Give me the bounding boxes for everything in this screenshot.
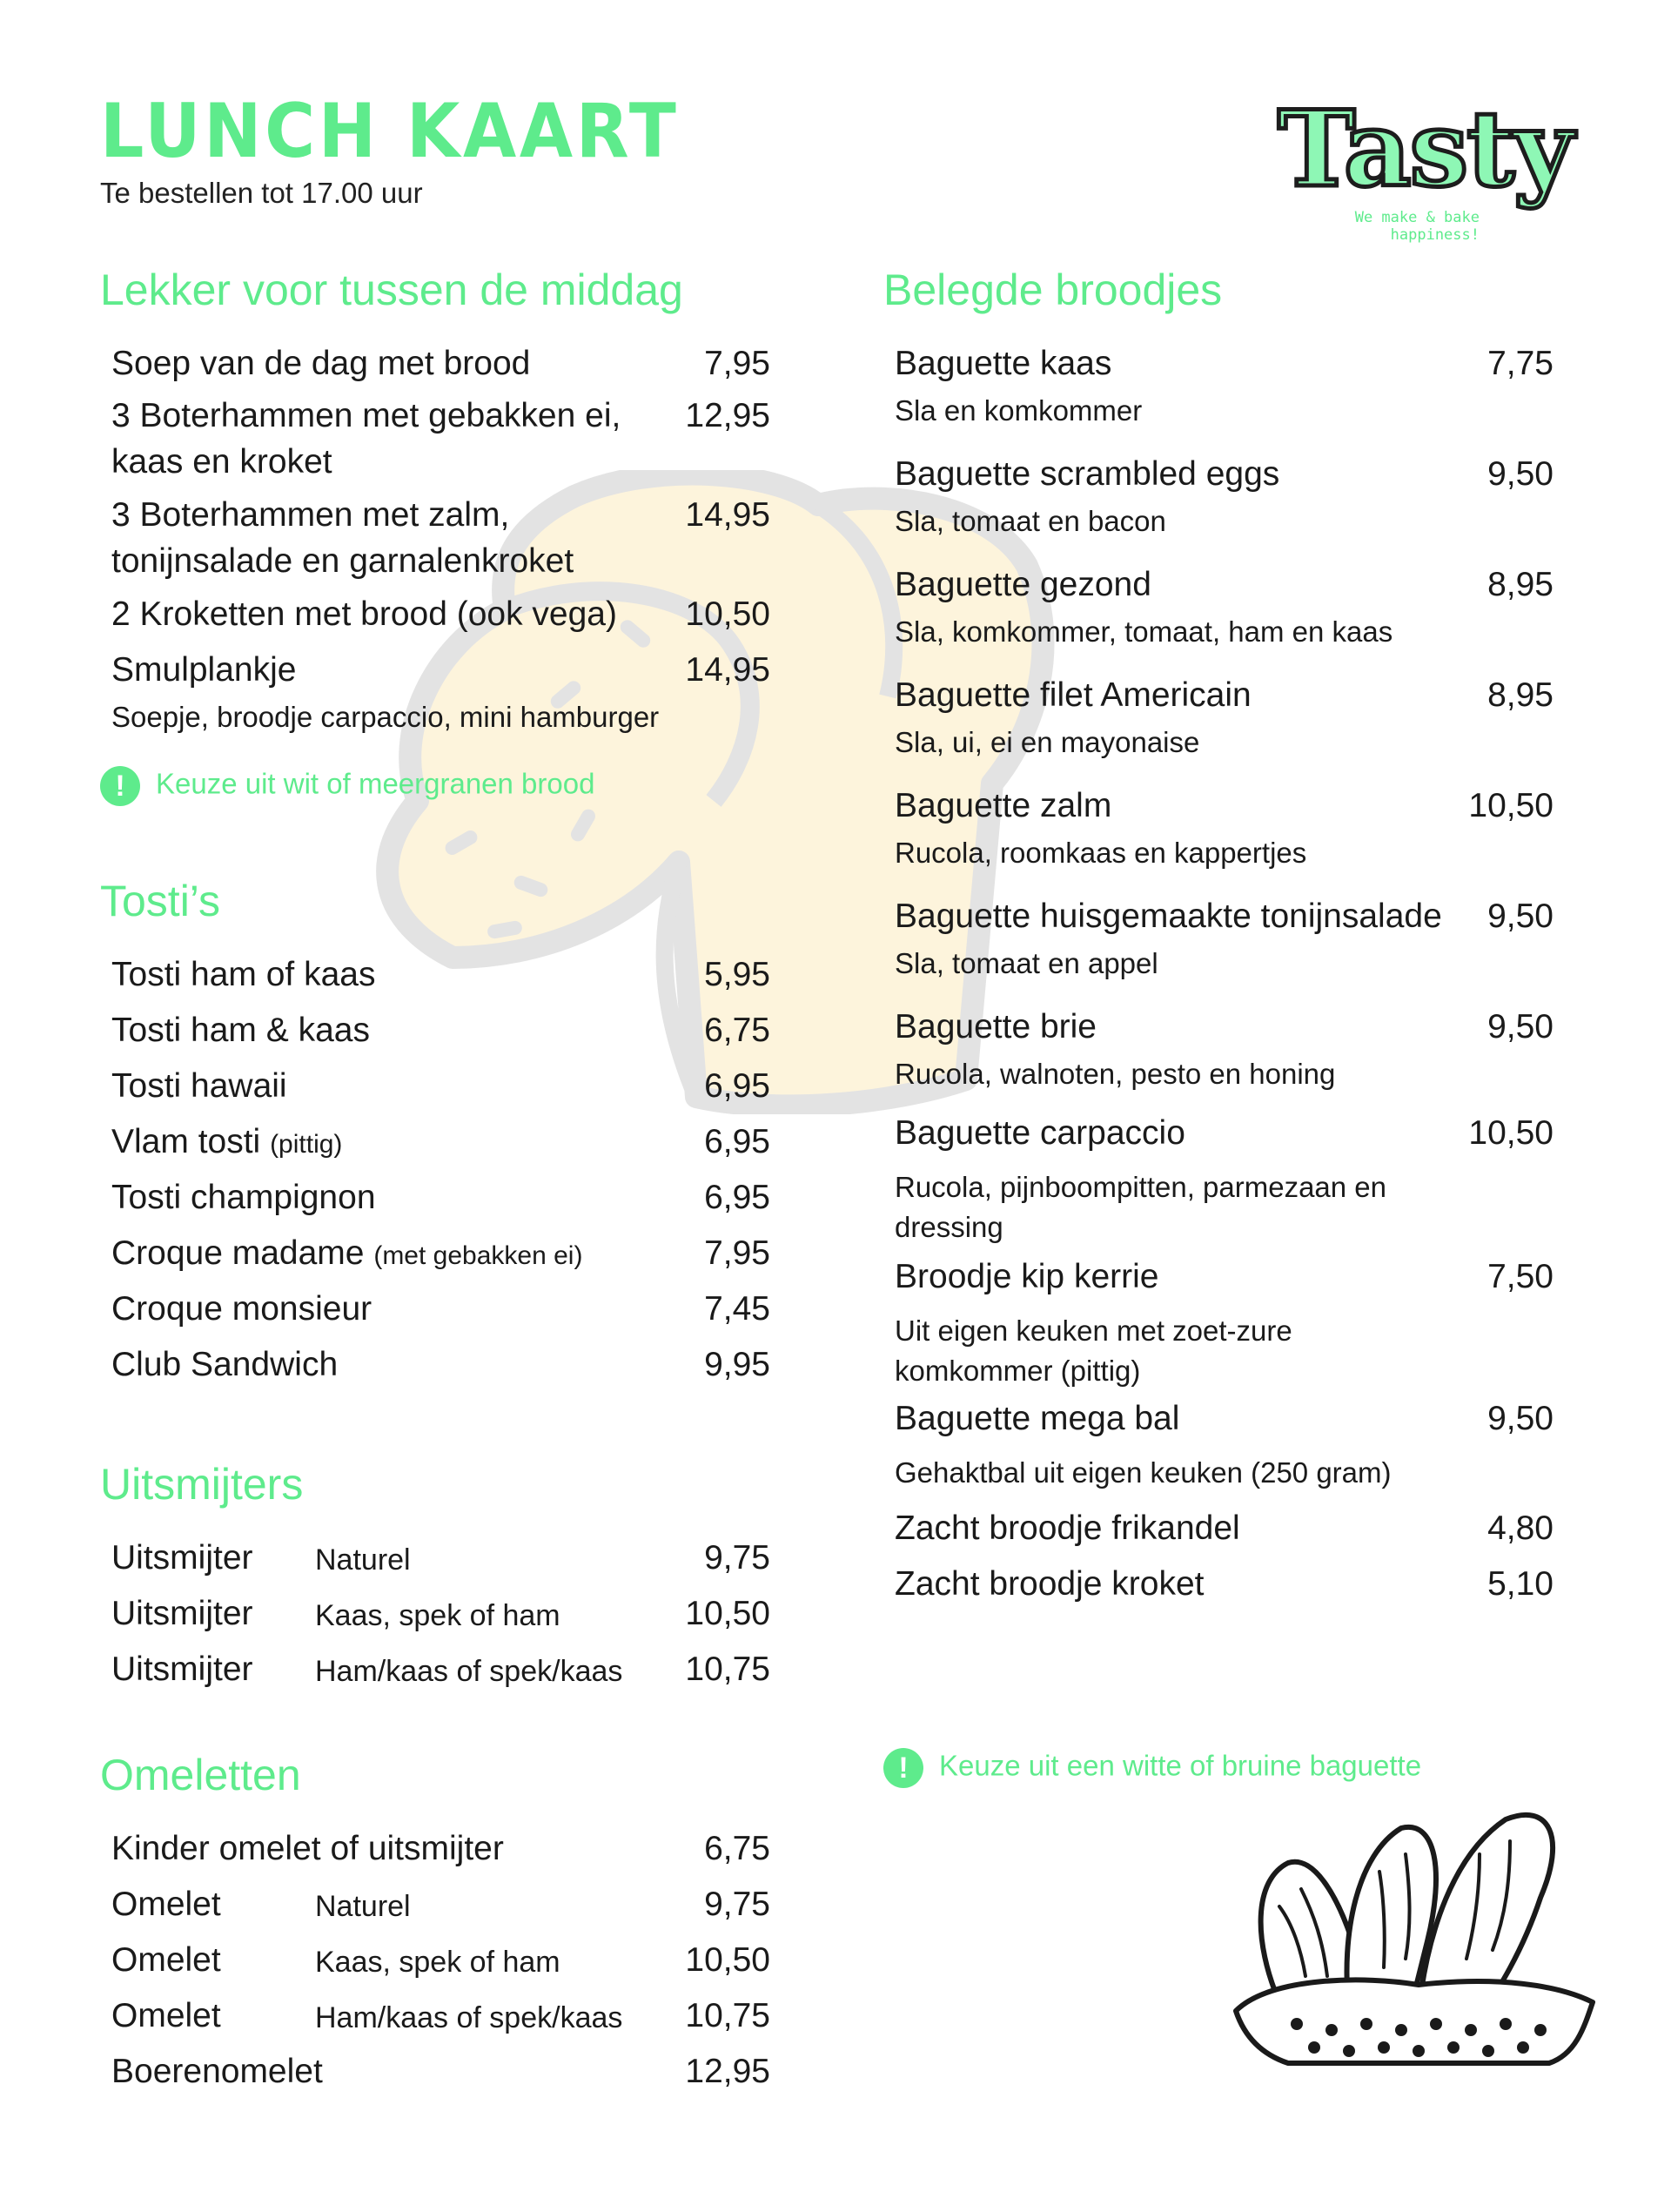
menu-item <box>895 1111 1554 1247</box>
section-title: Lekker voor tussen de middag <box>100 266 683 314</box>
item-price: 10,75 <box>685 1997 770 2034</box>
item-description: Sla en komkommer <box>895 393 1143 427</box>
item-price: 10,50 <box>685 1595 770 1632</box>
item-name: 3 Boterhammen met zalm, tonijnsalade en garnalenkroket <box>111 496 574 580</box>
item-name: Baguette scrambled eggs <box>895 455 1280 493</box>
item-name: 3 Boterhammen met gebakken ei, kaas en kroket <box>111 397 621 481</box>
item-description: Rucola, walnoten, pesto en honing <box>895 1057 1336 1090</box>
menu-item <box>111 1342 770 1388</box>
baguette-choice-tip <box>883 1748 1421 1788</box>
menu-item <box>111 1993 770 2040</box>
item-description: Sla, ui, ei en mayonaise <box>895 725 1200 758</box>
menu-item <box>111 1826 770 1872</box>
menu-item <box>111 1175 770 1221</box>
menu-item <box>111 1938 770 1984</box>
section-omeletten <box>100 1751 770 2090</box>
item-price: 9,50 <box>1487 1008 1554 1045</box>
section-belegde-broodjes <box>883 266 1554 1785</box>
section-lekker <box>100 266 770 803</box>
item-description: Sla, tomaat en bacon <box>895 504 1166 537</box>
item-description: Sla, komkommer, tomaat, ham en kaas <box>895 615 1393 648</box>
menu-item <box>895 1562 1554 1608</box>
item-option: Kaas, spek of ham <box>315 1946 560 1979</box>
menu-item <box>111 2049 770 2095</box>
menu-item <box>111 1591 770 1637</box>
item-option: Ham/kaas of spek/kaas <box>315 2001 623 2034</box>
item-name: Kinder omelet of uitsmijter <box>111 1830 504 1867</box>
page-title: LUNCH KAART <box>100 88 680 175</box>
item-price: 10,50 <box>1468 787 1554 824</box>
menu-item <box>895 562 1554 652</box>
menu-item <box>111 393 770 485</box>
logo-tagline: We make & bake happiness! <box>1354 209 1480 244</box>
item-price: 9,75 <box>704 1886 770 1923</box>
item-name: Baguette gezond <box>895 566 1151 603</box>
item-price: 7,95 <box>704 1234 770 1272</box>
menu-item <box>111 1119 770 1166</box>
item-price: 9,50 <box>1487 898 1554 935</box>
item-description: Uit eigen keuken met zoet-zure komkommer (pittig) <box>895 1314 1292 1387</box>
item-option: Naturel <box>315 1890 411 1923</box>
item-name: Baguette mega bal <box>895 1400 1180 1437</box>
item-name: Tosti champignon <box>111 1179 376 1216</box>
exclamation-badge-icon: ! <box>883 1748 923 1788</box>
exclamation-badge-icon: ! <box>100 766 140 806</box>
menu-item <box>111 592 770 638</box>
item-price: 6,95 <box>704 1179 770 1216</box>
bread-basket-icon <box>1218 1802 1601 2107</box>
item-description: Soepje, broodje carpaccio, mini hamburger <box>111 700 660 733</box>
menu-item <box>895 894 1554 984</box>
item-name: Croque monsieur <box>111 1290 372 1328</box>
item-price: 10,75 <box>685 1651 770 1688</box>
tasty-logo <box>1262 88 1573 244</box>
menu-item <box>895 1254 1554 1391</box>
item-option: Ham/kaas of spek/kaas <box>315 1655 623 1688</box>
item-name: Baguette huisgemaakte tonijnsalade <box>895 898 1442 935</box>
item-description: Rucola, roomkaas en kappertjes <box>895 836 1307 869</box>
item-name: Club Sandwich <box>111 1346 339 1383</box>
section-title: Omeletten <box>100 1751 301 1799</box>
menu-item <box>111 1231 770 1277</box>
item-note: (met gebakken ei) <box>373 1241 583 1270</box>
menu-item <box>895 673 1554 763</box>
item-name: Uitsmijter <box>111 1651 253 1688</box>
item-name: Tosti ham & kaas <box>111 1012 370 1049</box>
item-name: Omelet <box>111 1886 221 1923</box>
item-name: Broodje kip kerrie <box>895 1258 1159 1295</box>
item-price: 7,95 <box>704 345 770 382</box>
item-name: Baguette zalm <box>895 787 1112 824</box>
item-price: 14,95 <box>685 496 770 534</box>
item-name <box>111 1231 686 1277</box>
item-option: Kaas, spek of ham <box>315 1599 560 1632</box>
menu-item <box>111 341 770 387</box>
item-price: 6,95 <box>704 1123 770 1160</box>
menu-item <box>895 341 1554 431</box>
item-price: 9,75 <box>704 1539 770 1577</box>
item-price: 12,95 <box>685 397 770 434</box>
item-price: 6,75 <box>704 1830 770 1867</box>
item-name: Baguette carpaccio <box>895 1114 1185 1152</box>
tip-text: Keuze uit een witte of bruine baguette <box>939 1749 1422 1782</box>
item-description: Gehaktbal uit eigen keuken (250 gram) <box>895 1456 1392 1489</box>
item-price: 9,50 <box>1487 1400 1554 1437</box>
item-price: 10,50 <box>685 1941 770 1979</box>
item-price: 9,50 <box>1487 455 1554 493</box>
item-name: Uitsmijter <box>111 1539 253 1577</box>
menu-item <box>111 648 770 737</box>
menu-item <box>895 783 1554 873</box>
item-name-text: Croque madame <box>111 1234 365 1272</box>
item-price: 9,95 <box>704 1346 770 1383</box>
item-price: 10,50 <box>1468 1114 1554 1152</box>
item-price: 4,80 <box>1487 1509 1554 1547</box>
item-note: (pittig) <box>270 1130 343 1159</box>
section-title: Uitsmijters <box>100 1460 304 1509</box>
menu-item <box>111 493 770 584</box>
item-price: 7,50 <box>1487 1258 1554 1295</box>
item-price: 6,75 <box>704 1012 770 1049</box>
section-title: Belegde broodjes <box>883 266 1223 314</box>
item-price: 12,95 <box>685 2053 770 2090</box>
item-name: Uitsmijter <box>111 1595 253 1632</box>
bread-choice-tip <box>100 766 594 806</box>
item-name: Smulplankje <box>111 651 297 689</box>
item-name: Tosti hawaii <box>111 1067 287 1105</box>
menu-item <box>111 1882 770 1928</box>
menu-item <box>895 1005 1554 1094</box>
item-name: Omelet <box>111 1997 221 2034</box>
menu-item <box>111 1536 770 1582</box>
item-name: Boerenomelet <box>111 2053 323 2090</box>
item-option: Naturel <box>315 1543 411 1577</box>
menu-item <box>111 952 770 998</box>
item-description: Sla, tomaat en appel <box>895 946 1158 979</box>
item-price: 10,50 <box>685 595 770 633</box>
item-name: Baguette filet Americain <box>895 676 1252 714</box>
item-name: Zacht broodje frikandel <box>895 1509 1240 1547</box>
item-description: Rucola, pijnboompitten, parmezaan en dressing <box>895 1170 1387 1243</box>
item-price: 7,75 <box>1487 345 1554 382</box>
menu-item <box>111 1647 770 1693</box>
item-name-text: Vlam tosti <box>111 1123 261 1160</box>
menu-item <box>895 1396 1554 1493</box>
menu-item <box>111 1008 770 1054</box>
menu-item <box>895 1506 1554 1552</box>
menu-item <box>895 452 1554 541</box>
item-name: Baguette brie <box>895 1008 1097 1045</box>
item-name: Zacht broodje kroket <box>895 1565 1205 1603</box>
section-tostis <box>100 877 770 1383</box>
tip-text: Keuze uit wit of meergranen brood <box>156 767 595 800</box>
item-price: 14,95 <box>685 651 770 689</box>
section-uitsmijters <box>100 1460 770 1688</box>
item-price: 7,45 <box>704 1290 770 1328</box>
item-name: 2 Kroketten met brood (ook vega) <box>111 595 617 633</box>
menu-item <box>111 1287 770 1333</box>
item-price: 5,10 <box>1487 1565 1554 1603</box>
logo-wordmark: Tasty <box>1278 88 1573 211</box>
item-price: 8,95 <box>1487 566 1554 603</box>
item-price: 5,95 <box>704 956 770 993</box>
item-name: Tosti ham of kaas <box>111 956 376 993</box>
item-name: Baguette kaas <box>895 345 1112 382</box>
order-deadline: Te bestellen tot 17.00 uur <box>100 177 423 209</box>
item-name: Soep van de dag met brood <box>111 345 531 382</box>
item-name: Omelet <box>111 1941 221 1979</box>
item-price: 8,95 <box>1487 676 1554 714</box>
item-price: 6,95 <box>704 1067 770 1105</box>
item-name <box>111 1119 686 1166</box>
section-title: Tosti’s <box>100 877 221 925</box>
menu-item <box>111 1064 770 1110</box>
